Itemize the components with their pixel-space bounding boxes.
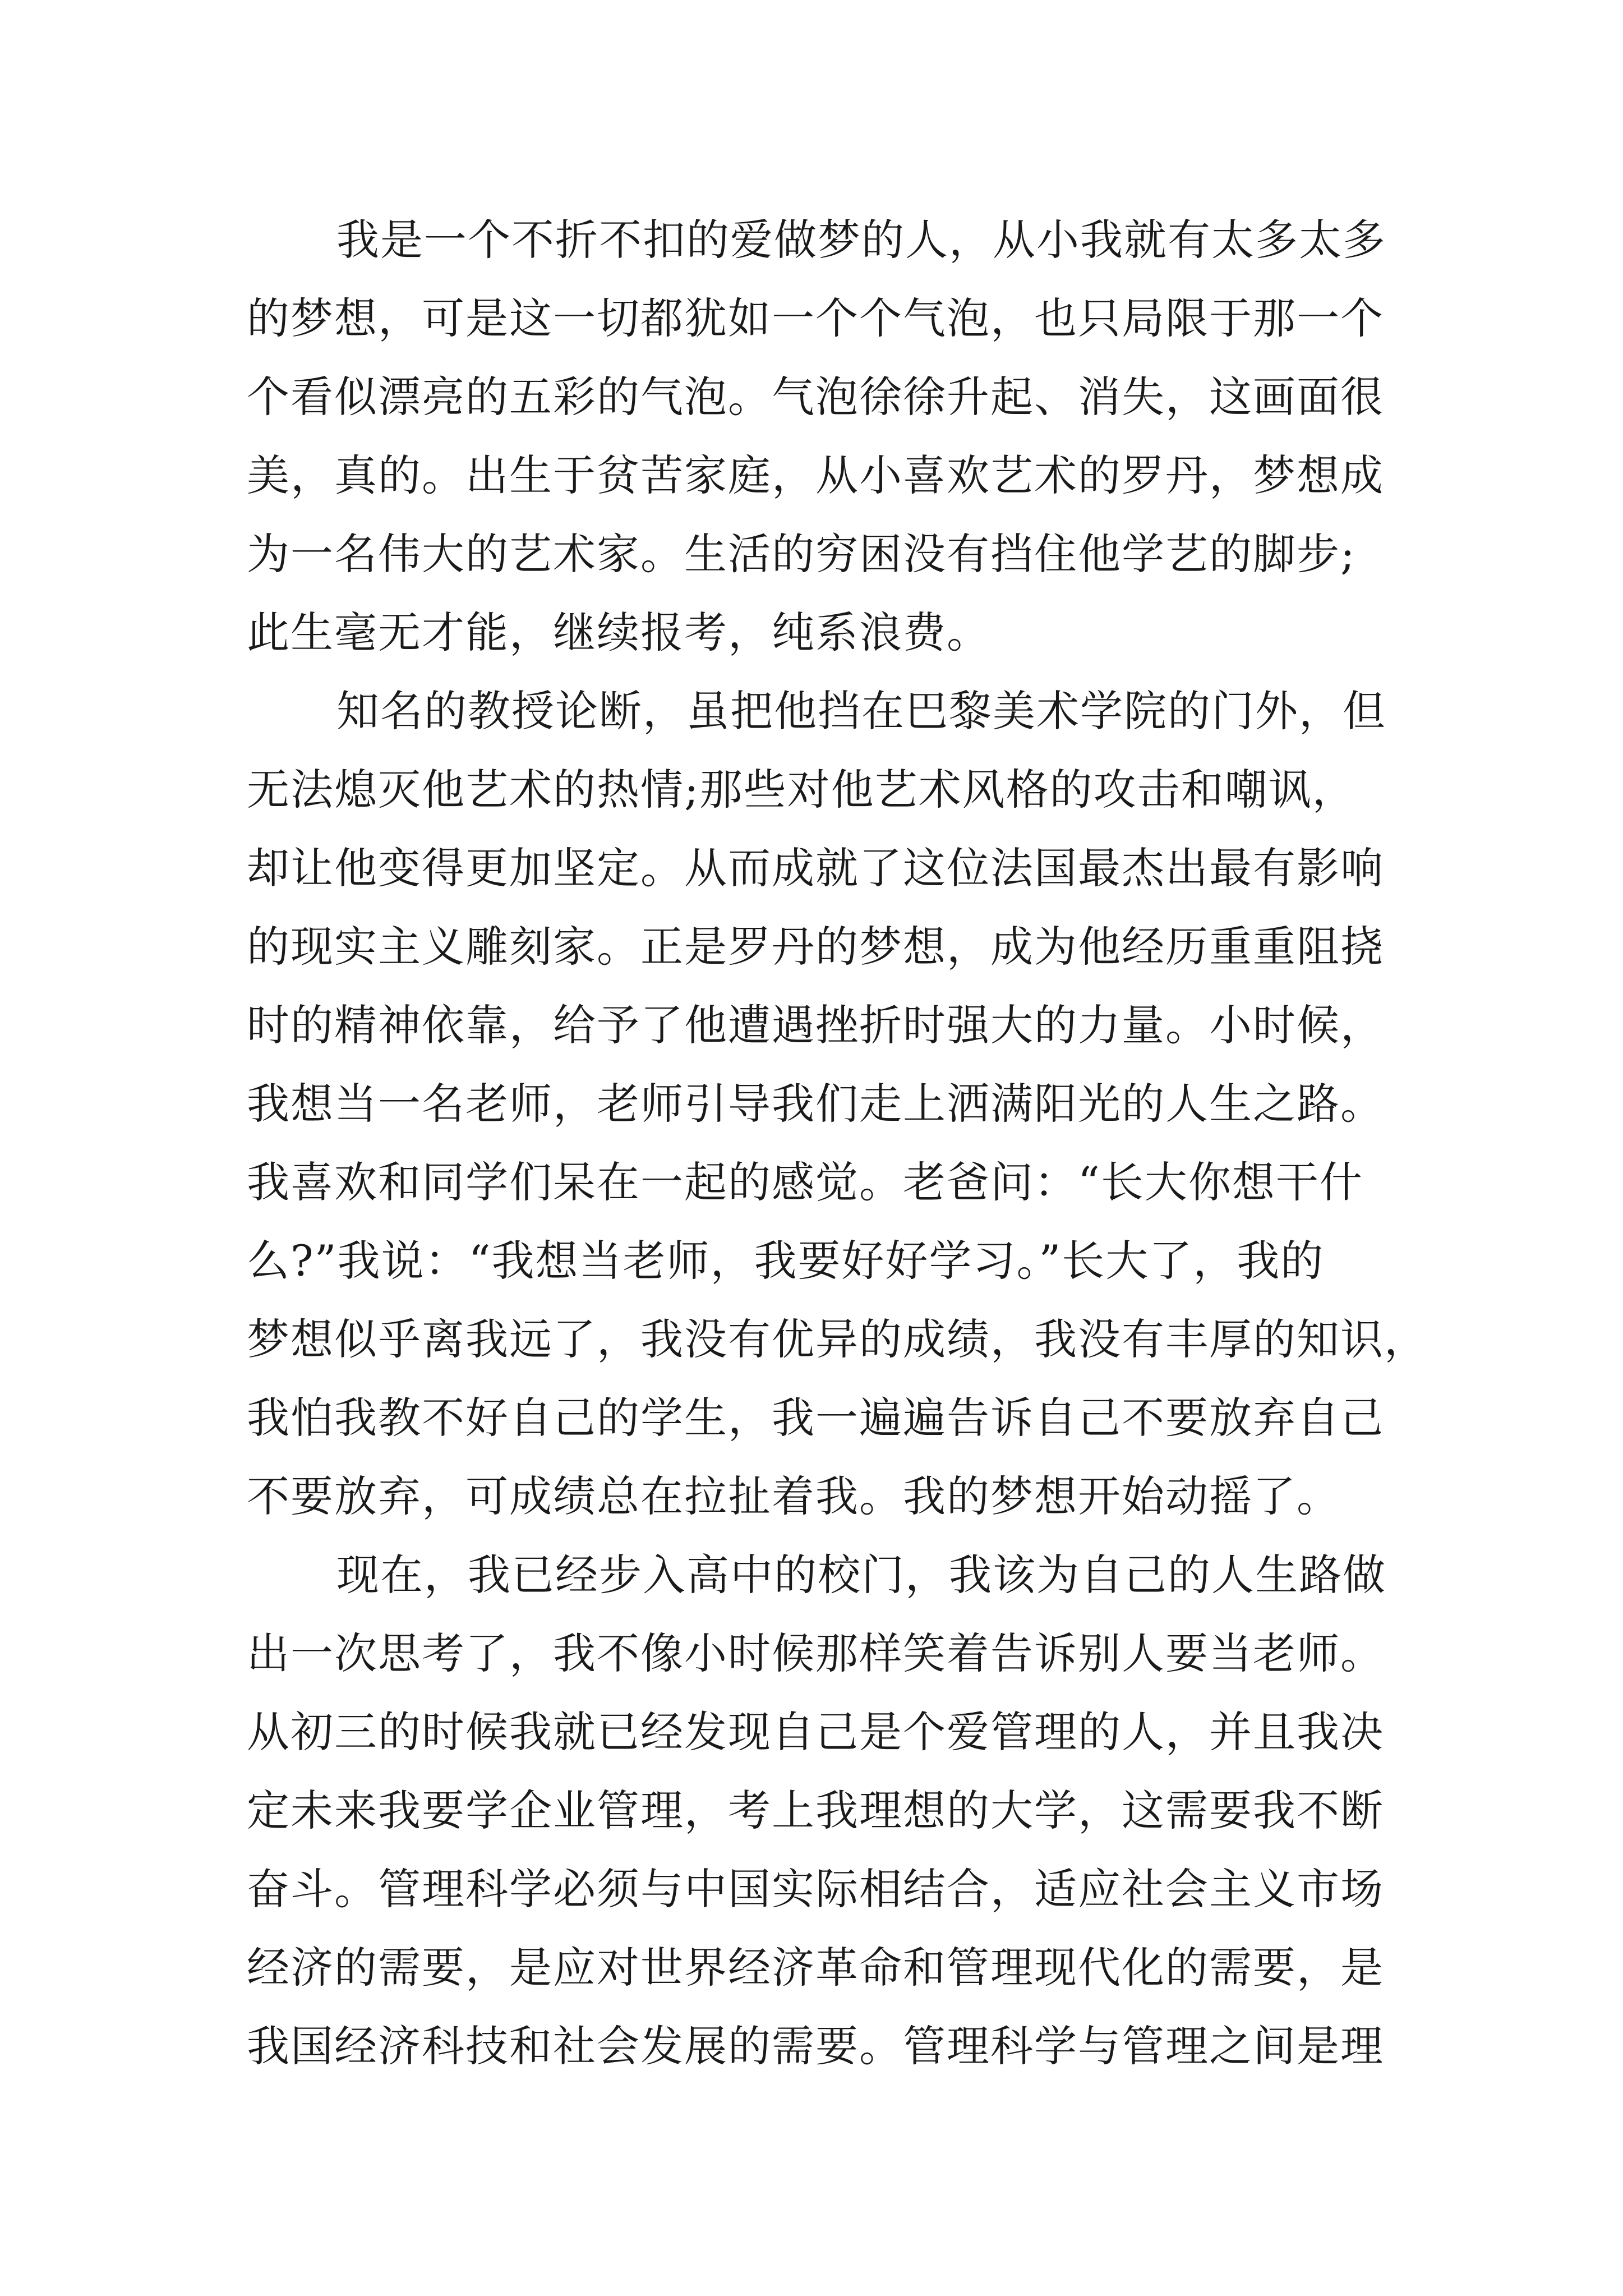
paragraph-2-line-6: 我想当一名老师，老师引导我们走上洒满阳光的人生之路。 [247, 1079, 1384, 1129]
paragraph-3-line-4: 定未来我要学企业管理，考上我理想的大学，这需要我不断 [247, 1786, 1384, 1835]
paragraph-3-line-7: 我国经济科技和社会发展的需要。管理科学与管理之间是理 [247, 2021, 1384, 2071]
paragraph-3-line-3: 从初三的时候我就已经发现自己是个爱管理的人，并且我决 [247, 1707, 1384, 1757]
paragraph-2-line-3: 却让他变得更加坚定。从而成就了这位法国最杰出最有影响 [247, 843, 1384, 893]
paragraph-2-line-2: 无法熄灭他艺术的热情;那些对他艺术风格的攻击和嘲讽， [247, 765, 1356, 815]
paragraph-3-line-1: 现在，我已经步入高中的校门，我该为自己的人生路做 [336, 1550, 1386, 1600]
paragraph-1-line-6: 此生毫无才能，继续报考，纯系浪费。 [247, 608, 990, 657]
paragraph-3-line-5: 奋斗。管理科学必须与中国实际相结合，适应社会主义市场 [247, 1864, 1384, 1914]
paragraph-2-line-7: 我喜欢和同学们呆在一起的感觉。老爸问：“长大你想干什 [247, 1157, 1363, 1207]
paragraph-2-line-4: 的现实主义雕刻家。正是罗丹的梦想，成为他经历重重阻挠 [247, 922, 1384, 972]
paragraph-1-line-4: 美，真的。出生于贫苦家庭，从小喜欢艺术的罗丹，梦想成 [247, 450, 1384, 500]
paragraph-2-line-11: 不要放弃，可成绩总在拉扯着我。我的梦想开始动摇了。 [247, 1471, 1340, 1521]
paragraph-1-line-2: 的梦想，可是这一切都犹如一个个气泡，也只局限于那一个 [247, 293, 1384, 343]
paragraph-2-line-5: 时的精神依靠，给予了他遭遇挫折时强大的力量。小时候， [247, 1000, 1384, 1050]
paragraph-2-line-1: 知名的教授论断，虽把他挡在巴黎美术学院的门外，但 [336, 686, 1386, 736]
paragraph-2-line-8: 么?”我说：“我想当老师，我要好好学习。”长大了，我的 [247, 1236, 1325, 1286]
paragraph-3-line-6: 经济的需要，是应对世界经济革命和管理现代化的需要，是 [247, 1943, 1384, 1993]
paragraph-3-line-2: 出一次思考了，我不像小时候那样笑着告诉别人要当老师。 [247, 1628, 1384, 1678]
paragraph-1-line-1: 我是一个不折不扣的爱做梦的人，从小我就有太多太多 [336, 215, 1386, 265]
paragraph-1-line-5: 为一名伟大的艺术家。生活的穷困没有挡住他学艺的脚步; [247, 529, 1356, 579]
paragraph-2-line-10: 我怕我教不好自己的学生，我一遍遍告诉自己不要放弃自己 [247, 1393, 1384, 1443]
paragraph-1-line-3: 个看似漂亮的五彩的气泡。气泡徐徐升起、消失，这画面很 [247, 372, 1384, 422]
paragraph-2-line-9: 梦想似乎离我远了，我没有优异的成绩，我没有丰厚的知识， [247, 1314, 1428, 1364]
